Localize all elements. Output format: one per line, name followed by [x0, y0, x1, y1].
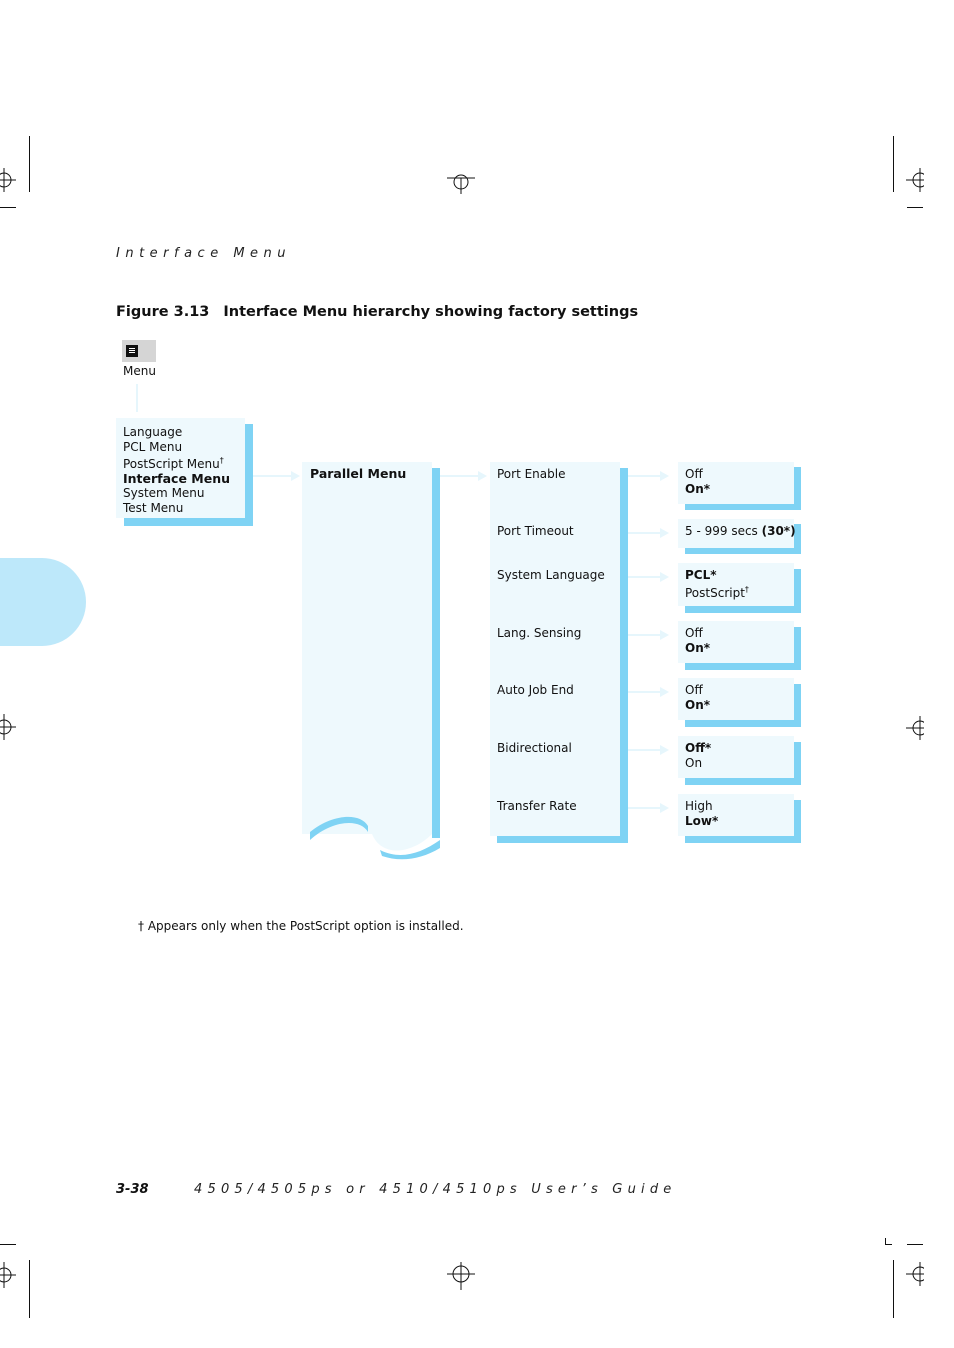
arrow-right-icon — [478, 471, 487, 481]
chapter-tab — [0, 558, 86, 646]
figure-number: Figure 3.13 — [116, 304, 210, 320]
connector-line — [136, 384, 138, 412]
options-list — [685, 741, 711, 770]
option-off: Off — [685, 467, 703, 481]
guide-title: 4505/4505ps or 4510/4510ps User’s Guide — [194, 1182, 677, 1197]
arrow-right-icon — [660, 528, 669, 538]
figure-title: Interface Menu hierarchy showing factory settings — [223, 304, 639, 320]
dagger-mark: † — [744, 584, 749, 594]
options-list — [685, 568, 749, 600]
menu-icon — [126, 345, 138, 357]
option-off: Off — [685, 683, 703, 697]
option-low-default: Low* — [685, 813, 719, 828]
page-number: 3-38 — [116, 1182, 149, 1197]
main-menu-item-system: System Menu — [123, 486, 205, 500]
setting-name: Lang. Sensing — [497, 626, 582, 640]
options-list — [685, 524, 796, 539]
options-list — [685, 683, 710, 712]
connector-line — [440, 475, 478, 477]
main-menu-item-test: Test Menu — [123, 500, 184, 515]
connector-line — [628, 691, 660, 693]
crosshair-icon — [906, 168, 924, 192]
arrow-right-icon — [660, 687, 669, 697]
options-list — [685, 467, 710, 496]
arrow-right-icon — [660, 630, 669, 640]
dagger-mark: † — [219, 456, 224, 465]
arrow-right-icon — [660, 803, 669, 813]
connector-line — [628, 532, 660, 534]
crosshair-icon — [446, 172, 476, 194]
main-menu-item-language: Language — [123, 425, 183, 439]
option-on: On — [685, 755, 703, 770]
option-timeout-default: (30*) — [761, 524, 796, 538]
crosshair-icon — [906, 716, 924, 740]
arrow-right-icon — [660, 745, 669, 755]
footnote: † Appears only when the PostScript option is installed. — [138, 919, 464, 933]
parallel-menu-title: Parallel Menu — [310, 466, 407, 481]
option-high: High — [685, 799, 713, 813]
setting-name: Port Timeout — [497, 524, 574, 538]
settings-column-box — [490, 462, 620, 836]
main-menu-item-pcl: PCL Menu — [123, 439, 183, 454]
crosshair-icon — [0, 168, 16, 192]
connector-line — [628, 576, 660, 578]
option-off: Off — [685, 626, 703, 640]
option-pcl-default: PCL* — [685, 568, 717, 582]
connector-line — [253, 475, 291, 477]
option-on-default: On* — [685, 697, 711, 712]
setting-name: System Language — [497, 568, 605, 582]
connector-line — [628, 475, 660, 477]
options-list — [685, 626, 710, 655]
connector-line — [628, 807, 660, 809]
parallel-menu-box — [302, 462, 442, 860]
setting-name: Bidirectional — [497, 741, 572, 755]
arrow-right-icon — [660, 572, 669, 582]
option-on-default: On* — [685, 640, 711, 655]
setting-name: Port Enable — [497, 467, 566, 481]
options-list — [685, 799, 718, 828]
crosshair-icon — [0, 1262, 16, 1288]
option-on-default: On* — [685, 481, 711, 496]
crosshair-icon — [446, 1262, 476, 1290]
connector-line — [628, 634, 660, 636]
main-menu-list — [123, 425, 230, 515]
setting-name: Auto Job End — [497, 683, 574, 697]
menu-key — [122, 340, 156, 362]
setting-name: Transfer Rate — [497, 799, 577, 813]
arrow-right-icon — [660, 471, 669, 481]
option-off-default: Off* — [685, 741, 712, 755]
figure-caption — [116, 304, 638, 320]
crosshair-icon — [0, 714, 16, 740]
option-postscript: PostScript† — [685, 584, 749, 600]
connector-line — [628, 749, 660, 751]
crosshair-icon — [906, 1262, 924, 1286]
section-header: Interface Menu — [116, 246, 292, 261]
option-timeout-range: 5 - 999 secs (30*) — [685, 524, 796, 538]
main-menu-item-postscript: PostScript Menu† — [123, 456, 224, 471]
main-menu-item-interface: Interface Menu — [123, 470, 230, 486]
menu-key-label: Menu — [123, 364, 156, 378]
arrow-right-icon — [291, 471, 300, 481]
